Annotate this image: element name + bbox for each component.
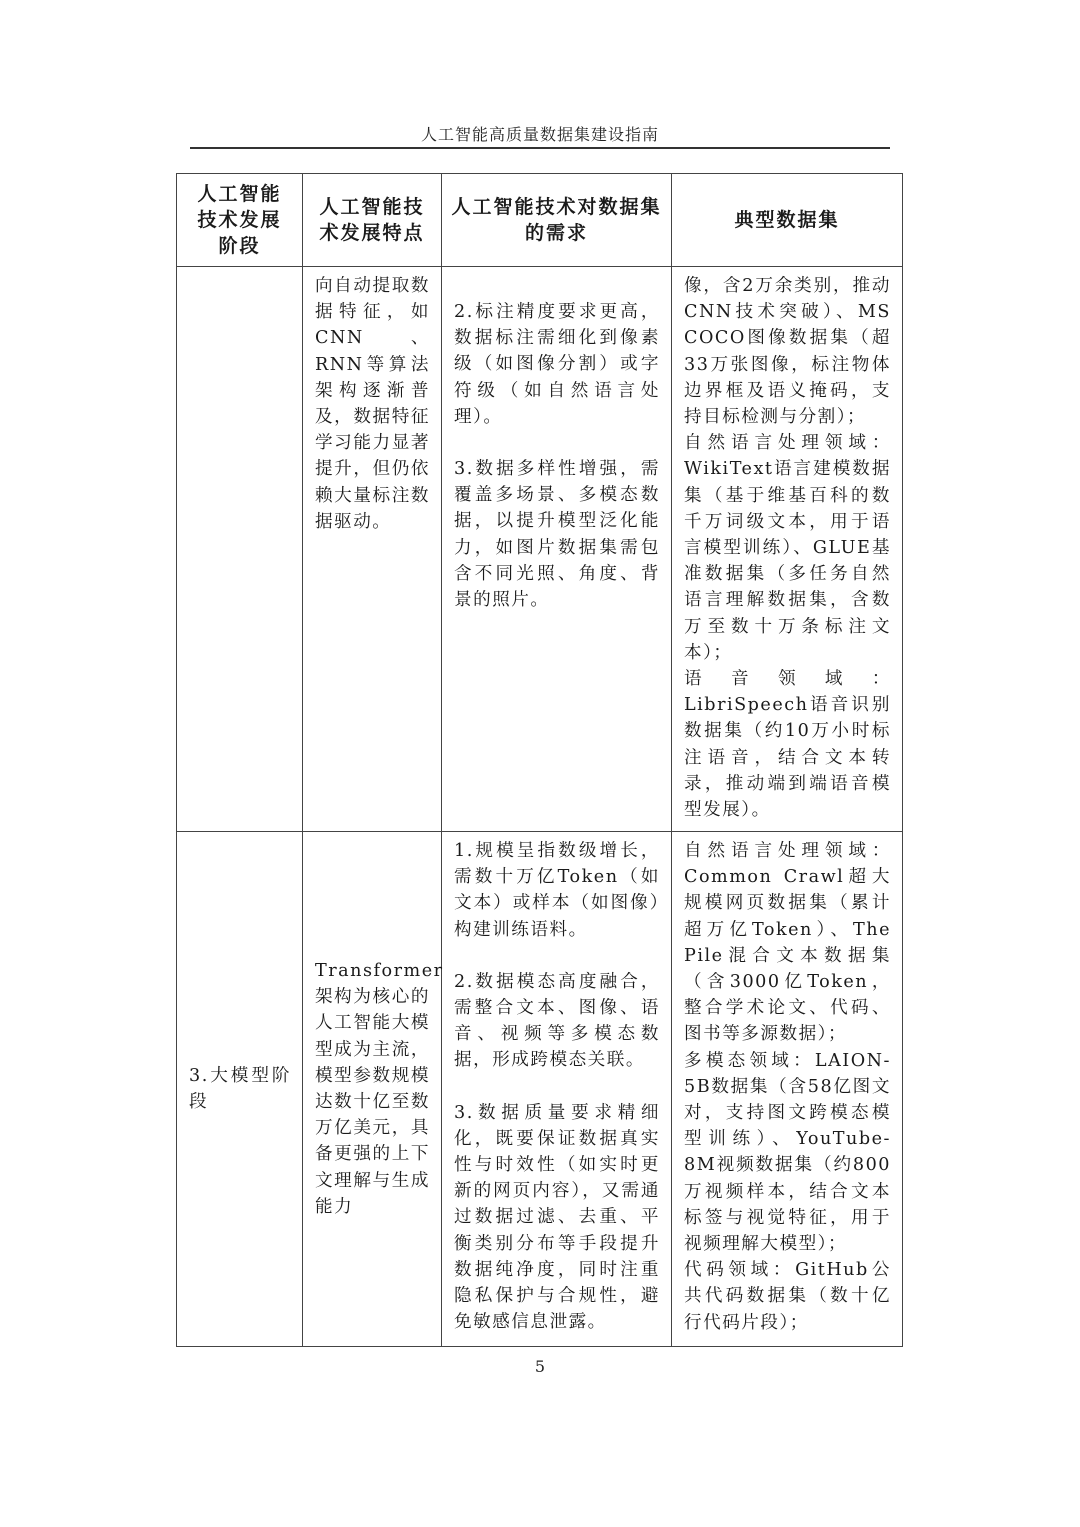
datasets-cell — [672, 832, 903, 1347]
column-header-line: 术发展特点 — [319, 222, 425, 244]
requirement-item: 2.数据模态高度融合，需整合文本、图像、语音、视频等多模态数据，形成跨模态关联。 — [454, 971, 660, 1071]
page-number: 5 — [534, 1357, 546, 1376]
features-cell — [303, 832, 442, 1347]
column-header-line: 阶段 — [218, 235, 261, 257]
column-header-line: 的需求 — [524, 222, 588, 244]
dataset-item: 自然语言处理领域：Common Crawl超大规模网页数据集（累计超万亿Token）、The Pile混合文本数据集（含3000亿Token，整合学术论文、代码、图书等多源数据）； — [684, 841, 891, 1045]
requirement-item: 3.数据质量要求精细化，既要保证数据真实性与时效性（如实时更新的网页内容），又需通过数据过滤、去重、平衡类别分布等手段提升数据纯净度，同时注重隐私保护与合规性，避免敏感信息泄露。 — [454, 1102, 660, 1333]
requirement-item: 1.规模呈指数级增长，需数十万亿Token（如文本）或样本（如图像）构建训练语料。 — [454, 841, 660, 940]
stage-cell — [177, 832, 303, 1347]
dataset-item: 像，含2万余类别，推动CNN技术突破）、MS COCO图像数据集（超33万张图像，标注物体边界框及语义掩码，支持目标检测与分割）； — [684, 276, 891, 428]
stage-cell — [177, 267, 303, 832]
features-cell — [303, 267, 442, 832]
features-text: Transformer架构为核心的人工智能大模型成为主流，模型参数规模达数十亿至数万亿美元，具备更强的上下文理解与生成能力 — [315, 960, 444, 1217]
stage-text: 3.大模型阶段 — [189, 1065, 291, 1112]
column-header-datasets — [672, 174, 903, 267]
header-rule — [190, 147, 890, 149]
requirement-item: 3.数据多样性增强，需覆盖多场景、多模态数据，以提升模型泛化能力，如图片数据集需包含不同光照、角度、背景的照片。 — [454, 459, 660, 611]
column-header-line: 典型数据集 — [734, 209, 840, 231]
running-header: 人工智能高质量数据集建设指南 — [420, 125, 659, 144]
requirements-cell — [442, 267, 672, 832]
dataset-item: 多模态领域：LAION-5B数据集（含58亿图文对，支持图文跨模态模型训练）、YouTube-8M视频数据集（约800万视频样本，结合文本标签与视觉特征，用于视频理解大模型）； — [684, 1050, 891, 1255]
dataset-item: 代码领域：GitHub公共代码数据集（数十亿行代码片段）； — [684, 1260, 891, 1333]
ai-development-table — [176, 173, 903, 1347]
datasets-cell — [672, 267, 903, 832]
column-header-line: 人工智能技 — [319, 196, 425, 218]
stage-text — [177, 267, 302, 279]
column-header-features — [303, 174, 442, 267]
features-text: 向自动提取数据特征，如CNN、RNN等算法架构逐渐普及，数据特征学习能力显著提升，但仍依赖大量标注数据驱动。 — [315, 276, 430, 532]
column-header-requirements — [442, 174, 672, 267]
table-row — [177, 832, 903, 1347]
column-header-line: 人工智能技术对数据集 — [451, 196, 662, 218]
table-row — [177, 267, 903, 832]
column-header-line: 人工智能 — [197, 183, 282, 205]
column-header-stage — [177, 174, 303, 267]
column-header-line: 技术发展 — [197, 209, 282, 231]
dataset-item: 语音领域：LibriSpeech语音识别数据集（约10万小时标注语音，结合文本转录，推动端到端语音模型发展）。 — [684, 669, 891, 821]
dataset-item: 自然语言处理领域：WikiText语言建模数据集（基于维基百科的数千万词级文本，用于语言模型训练）、GLUE基准数据集（多任务自然语言理解数据集，含数万至数十万条标注文本）； — [684, 433, 891, 663]
requirement-item: 2.标注精度要求更高，数据标注需细化到像素级（如图像分割）或字符级（如自然语言处理）。 — [454, 302, 660, 427]
table-header-row — [177, 174, 903, 267]
requirements-cell — [442, 832, 672, 1347]
